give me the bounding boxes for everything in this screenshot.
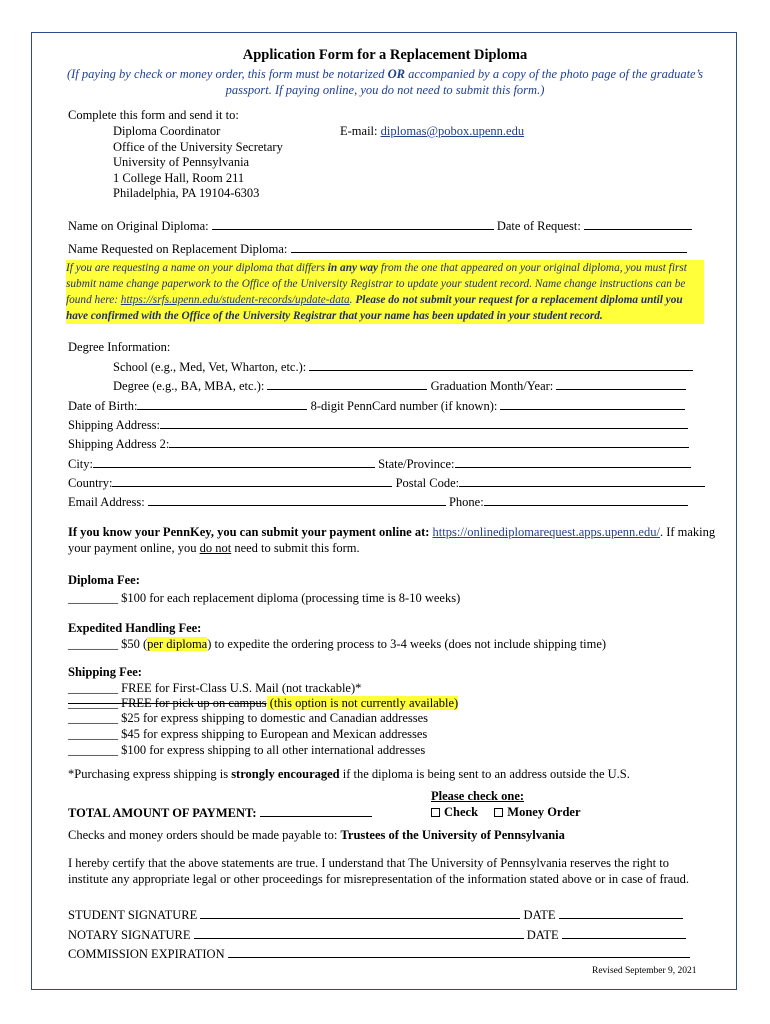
certification-text: I hereby certify that the above statements are true. I understand that The University of Pennsylvania reserves the right to institute any appropriate legal or other proceedings for misrepresentation of the information stated above or in case of fraud.: [68, 856, 689, 886]
penncard-field[interactable]: [500, 398, 685, 410]
shipping-item-3: ________ $25 for express shipping to domestic and Canadian addresses: [68, 711, 429, 725]
payment-method: Check Money Order: [431, 805, 581, 820]
state-field[interactable]: [455, 456, 691, 468]
notary-date-field[interactable]: [562, 927, 686, 939]
notarization-note: (If paying by check or money order, this form must be notarized OR accompanied by a copy of the photo page of the graduate’s passport. If paying online, you do not need to submit this form.): [66, 67, 704, 97]
total-row: TOTAL AMOUNT OF PAYMENT:: [68, 805, 372, 821]
notary-signature-field[interactable]: [194, 927, 524, 939]
degree-field[interactable]: [267, 378, 427, 390]
money-order-checkbox[interactable]: [494, 808, 503, 817]
commission-row: COMMISSION EXPIRATION: [68, 946, 690, 962]
student-signature-row: STUDENT SIGNATURE DATE: [68, 907, 683, 923]
form-title: Application Form for a Replacement Diploma: [242, 47, 528, 63]
student-signature-field[interactable]: [200, 907, 520, 919]
school-row: School (e.g., Med, Vet, Wharton, etc.):: [113, 359, 693, 375]
check-one-label: Please check one:: [431, 789, 525, 803]
shipping-blank-5[interactable]: ________: [68, 743, 118, 757]
payment-link[interactable]: https://onlinediplomarequest.apps.upenn.edu/: [432, 525, 660, 539]
express-note: *Purchasing express shipping is strongly encouraged if the diploma is being sent to an address outside the U.S.: [68, 767, 630, 781]
shipping-address-2-field[interactable]: [169, 436, 689, 448]
shipping-item-4: ________ $45 for express shipping to European and Mexican addresses: [68, 727, 428, 741]
date-request-field[interactable]: [584, 218, 692, 230]
school-field[interactable]: [309, 359, 693, 371]
check-checkbox[interactable]: [431, 808, 440, 817]
shipping-item-2: ________ FREE for pick up on campus (this option is not currently available): [68, 696, 459, 710]
shipping-address-row: Shipping Address:: [68, 417, 688, 433]
email-contact: E-mail: diplomas@pobox.upenn.edu: [340, 124, 525, 138]
email-field[interactable]: [148, 494, 446, 506]
pennkey-note: If you know your PennKey, you can submit your payment online at: https://onlinediplomarequest.apps.upenn.edu/. If making your payment online, you do not need to submit this form.: [68, 525, 716, 555]
shipping-heading: Shipping Fee:: [68, 665, 142, 679]
diploma-fee-item: ________ $100 for each replacement diploma (processing time is 8-10 weeks): [68, 591, 461, 605]
diploma-fee-blank[interactable]: ________: [68, 591, 118, 605]
shipping-address-field[interactable]: [160, 417, 688, 429]
shipping-blank-3[interactable]: ________: [68, 711, 118, 725]
shipping-item-5: ________ $100 for express shipping to all other international addresses: [68, 743, 426, 757]
email-row: Email Address: Phone:: [68, 494, 688, 510]
shipping-blank-4[interactable]: ________: [68, 727, 118, 741]
name-requested-field[interactable]: [291, 241, 687, 253]
expedited-item: ________ $50 (per diploma) to expedite the ordering process to 3-4 weeks (does not include shipping time): [68, 637, 607, 651]
total-field[interactable]: [260, 805, 372, 817]
shipping-blank-2[interactable]: ________: [68, 696, 118, 710]
degree-info-label: Degree Information:: [68, 340, 171, 354]
payable-note: Checks and money orders should be made payable to: Trustees of the University of Pennsylvania: [68, 828, 565, 842]
name-original-field[interactable]: [212, 218, 494, 230]
diploma-fee-heading: Diploma Fee:: [68, 573, 140, 587]
degree-row: Degree (e.g., BA, MBA, etc.): Graduation Month/Year:: [113, 378, 686, 394]
send-intro: Complete this form and send it to:: [68, 108, 239, 122]
commission-field[interactable]: [228, 946, 690, 958]
expedited-heading: Expedited Handling Fee:: [68, 621, 202, 635]
address-line-4: 1 College Hall, Room 211: [113, 171, 245, 185]
address-line-1: Diploma Coordinator: [113, 124, 221, 138]
dob-row: Date of Birth: 8-digit PennCard number (if known):: [68, 398, 685, 414]
dob-field[interactable]: [137, 398, 307, 410]
name-requested-row: Name Requested on Replacement Diploma:: [68, 241, 687, 257]
name-change-notice: If you are requesting a name on your diploma that differs in any way from the one that appeared on your original diploma, you must first submit name change paperwork to the Office of the University Registrar to update your student record. Name change instructions can be found here: https://srfs.upenn.edu/student-records/update-data. Please do not submit your request for a replacement diploma until you have confirmed with the Office of the University Registrar that your name has been updated in your student record.: [66, 260, 704, 324]
shipping-item-1: ________ FREE for First-Class U.S. Mail (not trackable)*: [68, 681, 362, 695]
address-line-5: Philadelphia, PA 19104-6303: [113, 186, 260, 200]
country-field[interactable]: [112, 475, 392, 487]
shipping-address-2-row: Shipping Address 2:: [68, 436, 689, 452]
name-original-row: Name on Original Diploma: Date of Request:: [68, 218, 692, 234]
city-row: City: State/Province:: [68, 456, 691, 472]
shipping-blank-1[interactable]: ________: [68, 681, 118, 695]
postal-field[interactable]: [459, 475, 705, 487]
registrar-link[interactable]: https://srfs.upenn.edu/student-records/update-data: [120, 294, 350, 306]
notary-signature-row: NOTARY SIGNATURE DATE: [68, 927, 686, 943]
city-field[interactable]: [93, 456, 375, 468]
address-line-3: University of Pennsylvania: [113, 155, 250, 169]
phone-field[interactable]: [484, 494, 688, 506]
student-date-field[interactable]: [559, 907, 683, 919]
email-link[interactable]: diplomas@pobox.upenn.edu: [380, 124, 525, 138]
country-row: Country: Postal Code:: [68, 475, 705, 491]
graduation-field[interactable]: [556, 378, 686, 390]
revision-date: Revised September 9, 2021: [592, 966, 697, 976]
address-line-2: Office of the University Secretary: [113, 140, 283, 154]
expedited-blank[interactable]: ________: [68, 637, 118, 651]
